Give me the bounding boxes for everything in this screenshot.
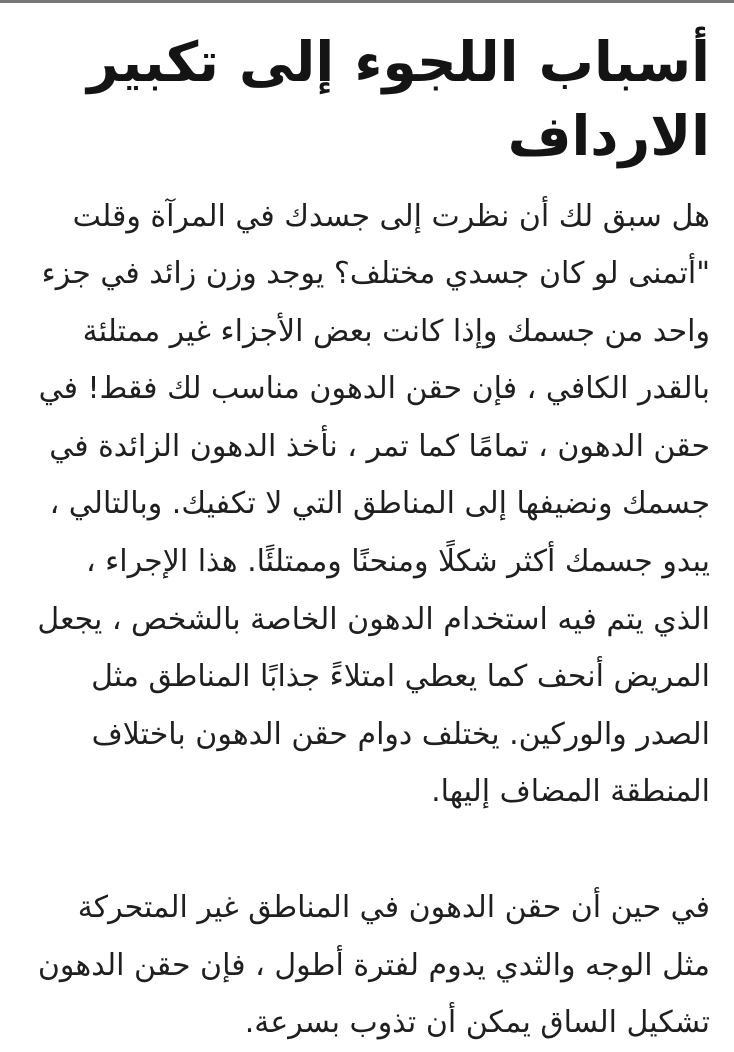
article-paragraph-1: هل سبق لك أن نظرت إلى جسدك في المرآة وقلت "أتمنى لو كان جسدي مختلف؟ يوجد وزن زائد في جزء واحد من جسمك وإذا كانت بعض الأجزاء غير ممتلئة بالقدر الكافي ، فإن حقن الدهون مناسب لك فقط! في حقن الدهون ، تمامًا كما تمر ، نأخذ الدهون الزائدة في جسمك ونضيفها إلى المناطق التي لا تكفيك. وبالتالي ، يبدو جسمك أكثر شكلًا ومنحنًا وممتلئًا. هذا الإجراء ، الذي يتم فيه استخدام الدهون الخاصة بالشخص ، يجعل المريض أنحف كما يعطي امتلاءً جذابًا المناطق مثل الصدر والوركين. يختلف دوام حقن الدهون باختلاف المنطقة المضاف إليها. [37, 198, 710, 810]
article-content [0, 25, 734, 1052]
top-border-line [0, 0, 734, 3]
article-paragraph-2: في حين أن حقن الدهون في المناطق غير المتحركة مثل الوجه والثدي يدوم لفترة أطول ، فإن حقن الدهون تشكيل الساق يمكن أن تذوب بسرعة. [37, 890, 710, 1041]
page-title: أسباب اللجوء إلى تكبير الارداف [87, 30, 710, 169]
